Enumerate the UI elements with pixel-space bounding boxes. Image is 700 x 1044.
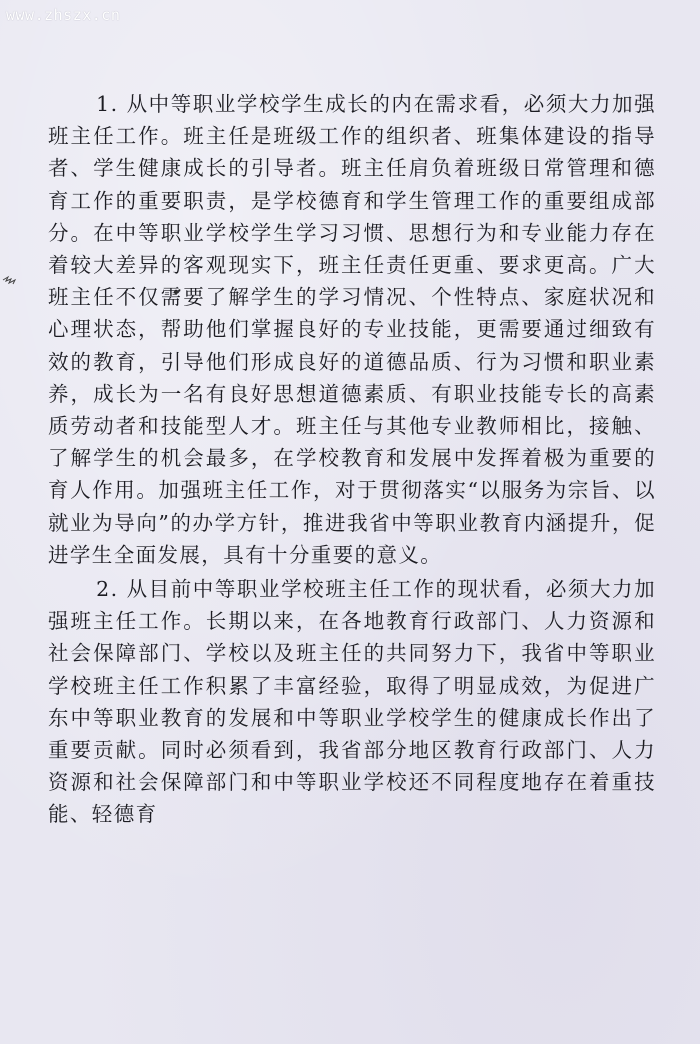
paragraph-2: 2. 从目前中等职业学校班主任工作的现状看，必须大力加强班主任工作。长期以来，在各地教育行政部门、人力资源和社会保障部门、学校以及班主任的共同努力下，我省中等职业学校班主任工作积累了丰富经验，取得了明显成效，为促进广东中等职业教育的发展和中等职业学校学生的健康成长作出了重要贡献。同时必须看到，我省部分地区教育行政部门、人力资源和社会保障部门和中等职业学校还不同程度地存在着重技能、轻德育: [48, 577, 656, 827]
paragraph-1: 1. 从中等职业学校学生成长的内在需求看，必须大力加强班主任工作。班主任是班级工作的组织者、班集体建设的指导者、学生健康成长的引导者。班主任肩负着班级日常管理和德育工作的重要职责，是学校德育和学生管理工作的重要组成部分。在中等职业学校学生学习习惯、思想行为和专业能力存在着较大差异的客观现实下，班主任责任更重、要求更高。广大班主任不仅需要了解学生的学习情况、个性特点、家庭状况和心理状态，帮助他们掌握良好的专业技能，更需要通过细致有效的教育，引导他们形成良好的道德品质、行为习惯和职业素养，成长为一名有良好思想道德素质、有职业技能专长的高素质劳动者和技能型人才。班主任与其他专业教师相比，接触、了解学生的机会最多，在学校教育和发展中发挥着极为重要的育人作用。加强班主任工作，对于贯彻落实“以服务为宗旨、以就业为导向”的办学方针，推进我省中等职业教育内涵提升，促进学生全面发展，具有十分重要的意义。: [48, 92, 656, 567]
scan-speck-mark: [2, 273, 20, 287]
watermark-url: www.zhszx.cn: [6, 6, 121, 24]
document-body: [48, 88, 656, 831]
